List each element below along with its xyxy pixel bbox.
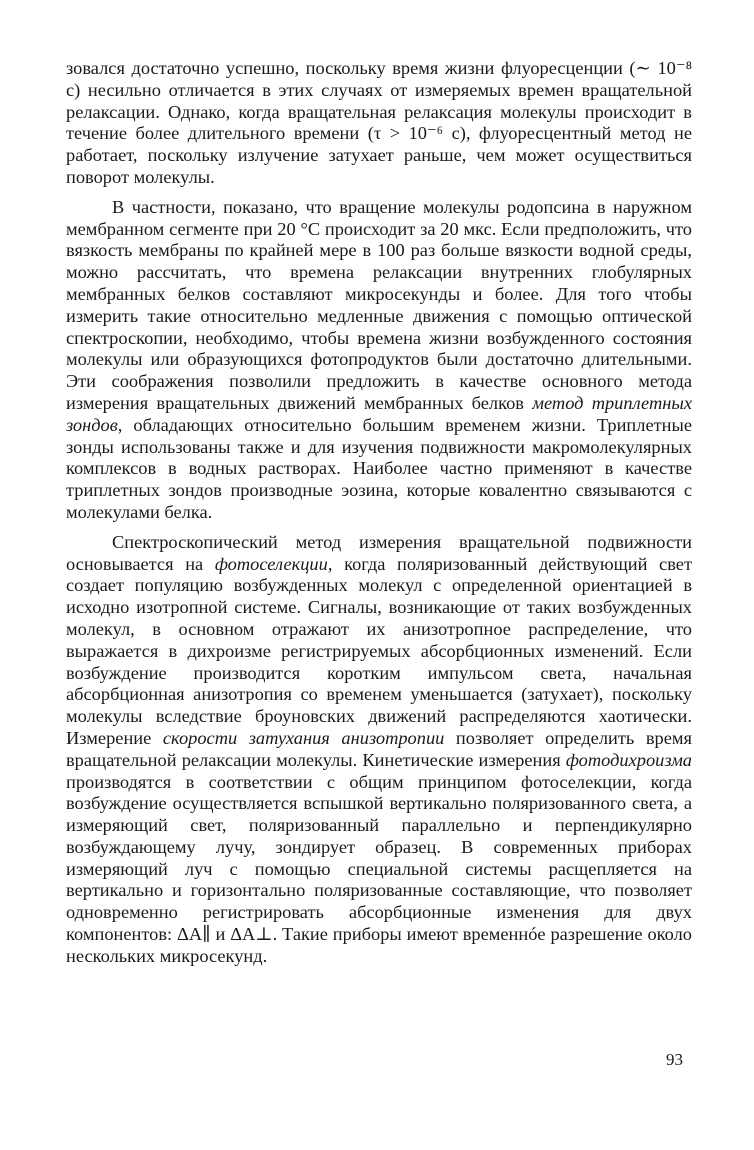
page-body (66, 58, 692, 976)
text-run: , обладающих относительно большим временем жизни. Триплетные зонды использованы также и для изучения подвижности макромолекулярных комплексов в водных растворах. Наиболее частно применяют в качестве триплетных зондов производные эозина, которые ковалентно связываются с молекулами белка. (66, 414, 692, 522)
italic-term: скорости затухания анизотропии (162, 727, 445, 748)
italic-term: фотоселекции (214, 553, 328, 574)
paragraph-1 (66, 197, 692, 524)
text-run: , когда поляризованный действующий свет создает популяцию возбужденных молекул с определенной ориентацией в исходно изотропной системе. Сигналы, возникающие от таких возбужденных молекул, в основном отражают их анизотропное распределение, что выражается в дихроизме регистрируемых абсорбционных изменений. Если возбуждение производится коротким импульсом света, начальная абсорбционная анизотропия со временем уменьшается (затухает), поскольку молекулы вследствие броуновских движений распределяются хаотически. Измерение (66, 553, 692, 748)
text-run: позволяет определить время вращательной релаксации молекулы. Кинетические измерения (66, 727, 692, 770)
paragraph-2 (66, 532, 692, 968)
text-run: Спектроскопический метод измерения вращательной подвижности основывается на (66, 531, 692, 574)
text-run: производятся в соответствии с общим принципом фотоселекции, когда возбуждение осуществляется вспышкой вертикально поляризованного света, а измеряющий свет, поляризованный параллельно и перпендикулярно возбуждающему лучу, зондирует образец. В современных приборах измеряющий луч с помощью специальной системы расщепляется на вертикально и горизонтально поляризованные составляющие, что позволяет одновременно регистрировать абсорбционные изменения для двух компонентов: ΔA∥ и ΔA⊥. Такие приборы имеют временнóе разрешение около нескольких микросекунд. (66, 771, 692, 966)
italic-term: метод триплетных зондов (66, 392, 692, 435)
italic-term: фотодихроизма (565, 749, 692, 770)
text-run: В частности, показано, что вращение молекулы родопсина в наружном мембранном сегменте при 20 °С происходит за 20 мкс. Если предположить, что вязкость мембраны по крайней мере в 100 раз больше вязкости водной среды, можно рассчитать, что времена релаксации внутренних глобулярных мембранных белков составляют микросекунды и более. Для того чтобы измерить такие относительно медленные движения с помощью оптической спектроскопии, необходимо, чтобы времена жизни возбужденного состояния молекулы или образующихся фотопродуктов были достаточно длительными. Эти соображения позволили предложить в качестве основного метода измерения вращательных движений мембранных белков (66, 196, 692, 413)
page-number: 93 (666, 1050, 683, 1069)
text-run: зовался достаточно успешно, поскольку время жизни флуоресценции (∼ 10⁻⁸ с) несильно отличается в этих случаях от измеряемых времен вращательной релаксации. Однако, когда вращательная релаксация молекулы происходит в течение более длительного времени (τ > 10⁻⁶ с), флуоресцентный метод не работает, поскольку излучение затухает раньше, чем может осуществиться поворот молекулы. (66, 58, 692, 187)
paragraph-0 (66, 58, 692, 189)
